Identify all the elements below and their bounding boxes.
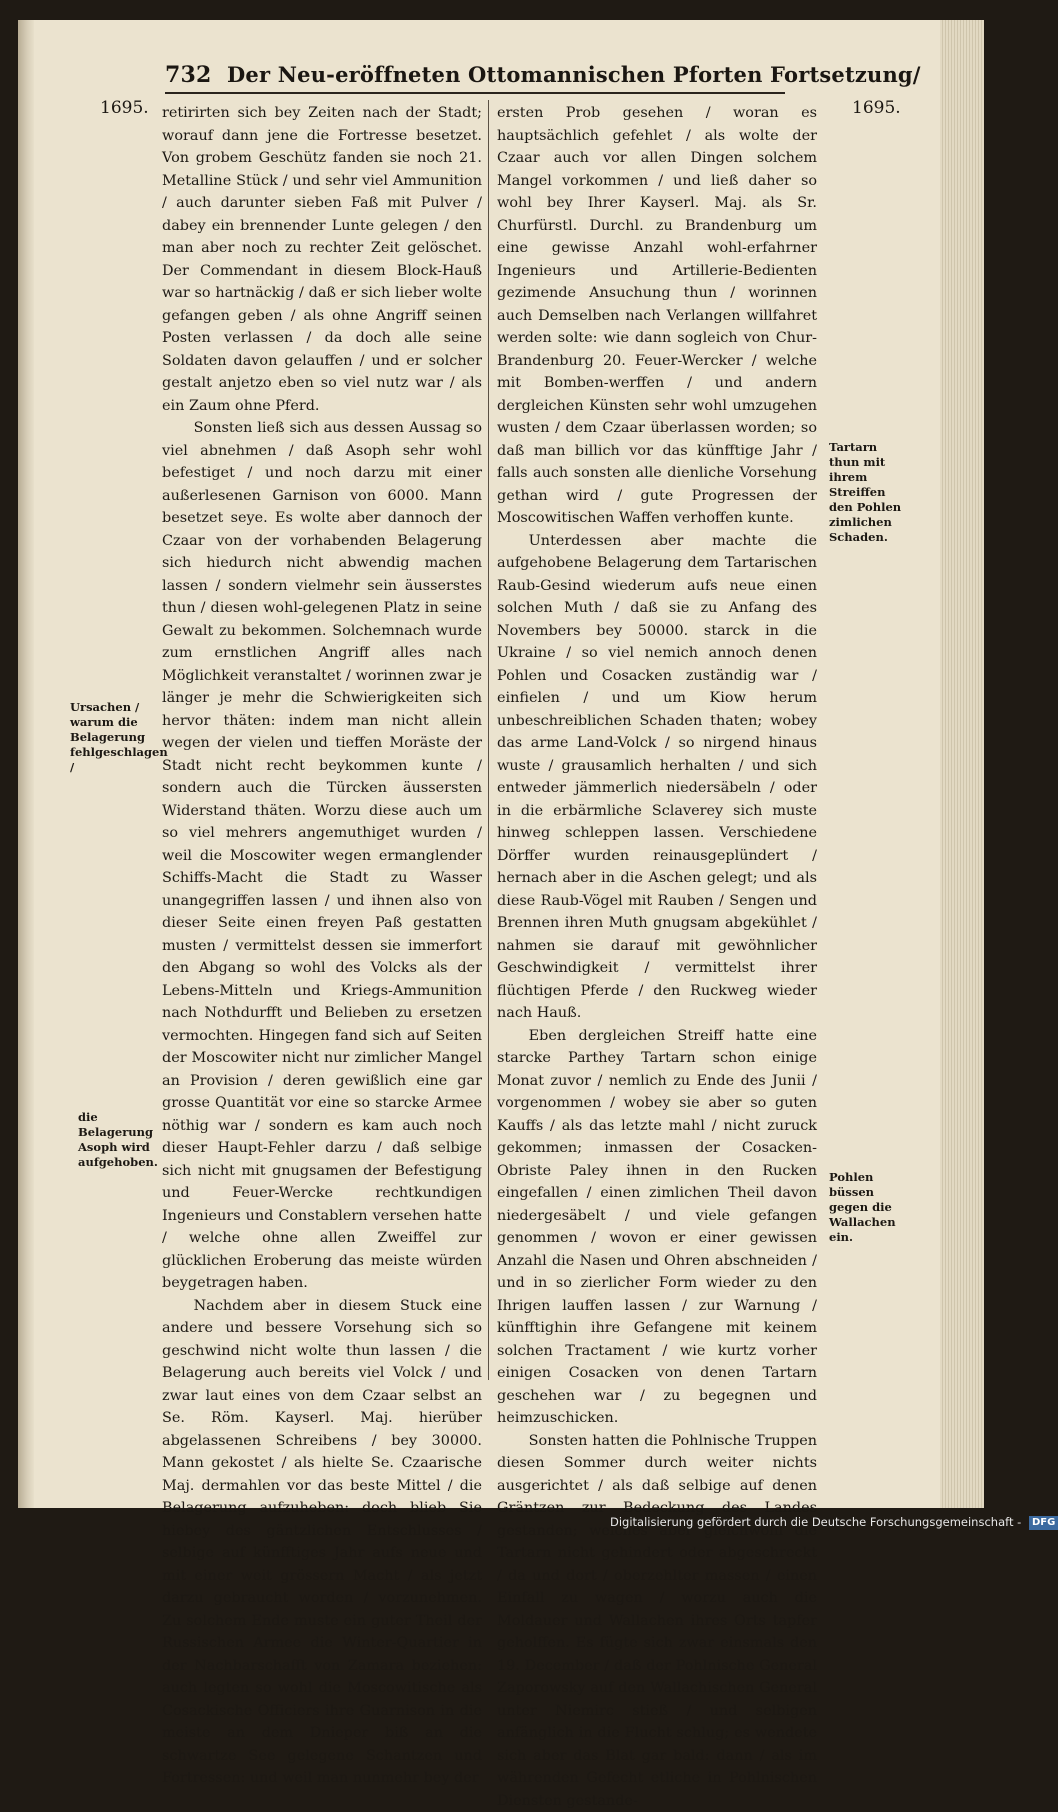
year-left: 1695.	[100, 98, 149, 118]
paragraph: Sonsten ließ sich aus dessen Aussag so viel abnehmen / daß Asoph sehr wohl befestiget / und noch darzu mit einer außerlesenen Garnison von 6000. Mann besetzet seye. Es wolte aber dannoch der Czaar von der vorhabenden Belagerung sich hiedurch nicht abwendig machen lassen / sondern vielmehr sein äusserstes thun / diesen wohl-gelegenen Platz in seine Gewalt zu bekommen. Solchemnach wurde zum ernstlichen Angriff alles nach Möglichkeit veranstaltet / worinnen zwar je länger je mehr die Schwierigkeiten sich hervor thäten: indem man nicht allein wegen der vielen und tieffen Moräste der Stadt nicht recht beykommen kunte / sondern auch die Türcken äussersten Widerstand thäten. Worzu diese auch um so viel mehrers angemuthiget wurden / weil die Moscowiter wegen ermanglender Schiffs-Macht die Stadt zu Wasser unangegriffen lassen / und ihnen also von dieser Seite einen freyen Paß gestatten musten / vermittelst dessen sie immerfort den Abgang so wohl des Volcks als der Lebens-Mitteln und Kriegs-Ammunition nach Nothdurfft und Belieben zu ersetzen vermochten. Hingegen fand sich auf Seiten der Moscowiter nicht nur zimlicher Mangel an Provision / deren gewißlich eine gar grosse Quantität vor eine so starcke Armee nöthig war / sondern es kam auch noch dieser Haupt-Fehler darzu / daß selbige sich nicht mit gnugsamen der Befestigung und Feuer-Wercke rechtkundigen Ingenieurs und Constablern versehen hatte / welche ohne allen Zweiffel zur glücklichen Eroberung das meiste würden beygetragen haben.	[162, 417, 482, 1295]
page-fore-edge	[940, 20, 984, 1508]
header-rule	[165, 92, 785, 94]
margin-note-left-1: Ursachen / warum die Belagerung fehlgeschlagen /	[70, 700, 152, 775]
page-header	[165, 58, 790, 92]
column-divider	[488, 100, 489, 1380]
margin-note-left-2: die Belagerung Asoph wird aufgehoben.	[78, 1110, 160, 1170]
paragraph: ersten Prob gesehen / woran es hauptsächlich gefehlet / als wolte der Czaar auch vor allen Dingen solchem Mangel vorkommen / und ließ daher so wohl bey Ihrer Kayserl. Maj. als Sr. Churfürstl. Durchl. zu Brandenburg um eine gewisse Anzahl wohl-erfahrner Ingenieurs und Artillerie-Bedienten gezimende Ansuchung thun / worinnen auch Demselben nach Verlangen willfahret werden solte: wie dann sogleich von Chur-Brandenburg 20. Feuer-Wercker / welche mit Bomben-werffen / und andern dergleichen Künsten sehr wohl umzugehen wusten / dem Czaar überlassen worden; so daß man billich vor das künfftige Jahr / falls auch sonsten alle dienliche Vorsehung gethan wird / gute Progressen der Moscowitischen Waffen verhoffen kunte.	[497, 102, 817, 530]
footer-credit: Digitalisierung gefördert durch die Deutsche Forschungsgemeinschaft -	[610, 1515, 1021, 1529]
margin-note-right-1: Tartarn thun mit ihrem Streiffen den Pohlen zimlichen Schaden.	[829, 440, 911, 545]
left-column	[162, 102, 482, 1790]
margin-note-right-2: Pohlen büssen gegen die Wallachen ein.	[829, 1170, 911, 1245]
paragraph: Unterdessen aber machte die aufgehobene Belagerung dem Tartarischen Raub-Gesind wiederum aufs neue einen solchen Muth / daß sie zu Anfang des Novembers bey 50000. starck in die Ukraine / so viel nemich annoch denen Pohlen und Cosacken zuständig war / einfielen / und um Kiow herum unbeschreiblichen Schaden thaten; wobey das arme Land-Volck / so nirgend hinaus wuste / grausamlich herhalten / und sich entweder jämmerlich niedersäbeln / oder in die erbärmliche Sclaverey sich muste hinweg schleppen lassen. Verschiedene Dörffer wurden reinausgeplündert / hernach aber in die Aschen gelegt; und als diese Raub-Vögel mit Rauben / Sengen und Brennen ihren Muth gnugsam abgekühlet / nahmen sie darauf mit gewöhnlicher Geschwindigkeit / vermittelst ihrer flüchtigen Pferde / den Ruckweg wieder nach Hauß.	[497, 530, 817, 1025]
right-column	[497, 102, 817, 1812]
year-right: 1695.	[852, 98, 901, 118]
digitization-footer	[610, 1515, 1000, 1535]
paragraph: Eben dergleichen Streiff hatte eine starcke Parthey Tartarn schon einige Monat zuvor / nemlich zu Ende des Junii / vorgenommen / wobey sie aber so guten Kauffs / als das letzte mahl / nicht zuruck gekommen; inmassen der Cosacken-Obriste Paley ihnen in den Rucken eingefallen / einen zimlichen Theil davon niedergesäbelt / und viele gefangen genommen / wovon er einer gewissen Anzahl die Nasen und Ohren abschneiden / und in so zierlicher Form wieder zu den Ihrigen lauffen lassen / zur Warnung / künfftighin ihre Gefangene mit keinem solchen Tractament / wie kurtz vorher einigen Cosacken von denen Tartarn geschehen war / zu begegnen und heimzuschicken.	[497, 1025, 817, 1430]
page-number: 732	[165, 62, 212, 88]
paragraph: retirirten sich bey Zeiten nach der Stadt; worauf dann jene die Fortresse besetzet. Von grobem Geschütz fanden sie noch 21. Metalline Stück / und sehr viel Ammunition / auch darunter sieben Faß mit Pulver / dabey ein brennender Lunte gelegen / den man aber noch zu rechter Zeit gelöschet. Der Commendant in diesem Block-Hauß war so hartnäckig / daß er sich lieber wolte gefangen geben / als ohne Angriff seinen Posten verlassen / da doch alle seine Soldaten davon gelauffen / und er solcher gestalt anjetzo eben so viel nutz war / als ein Zaum ohne Pferd.	[162, 102, 482, 417]
paragraph: Nachdem aber in diesem Stuck eine andere und bessere Vorsehung sich so geschwind nicht wolte thun lassen / die Belagerung auch bereits viel Volck / und zwar laut eines von dem Czaar selbst an Se. Röm. Kayserl. Maj. hierüber abgelassenen Schreibens / bey 30000. Mann gekostet / als hielte Se. Czaarische Maj. dermahlen vor das beste Mittel / die Belagerung aufzuheben: doch blieb Sie hiebey des gäntzlichen Entschlusses / selbige auf künfftiges Jahr aufs neue und mit einer weit grössern Macht / als jetzt darzu gebraucht worden / vorzunehmen. Zu solchem Ende muste ein guter Theil der Russischen Armee die Winter-Quartier in der Nachbarschafft von Zamara beziehen: auch legten so wohl die Moscowitische als Cosackische Officiers ihre Guarnison in die meiste an dem Dnieper biß an die schwartze See gelegene Schantzen und Fortressen: und weil man nunmehr bey der	[162, 1295, 482, 1790]
running-title: Der Neu-eröffneten Ottomannischen Pforten Fortsetzung/	[227, 62, 921, 87]
page-gutter	[18, 20, 34, 1508]
dfg-logo: DFG	[1029, 1516, 1058, 1530]
paragraph: Sonsten hatten die Pohlnische Truppen diesen Sommer durch weiter nichts ausgerichtet / als daß selbige auf denen Gräntzen zur Bedeckung des Landes gestanden; welches aber gleichwohl die Tartarn nicht gehindert oder abgeschreckt / da und dort / oberzehlter massen / einen Einfall zu wagen / worzu auch die Moldauer und Wallachen ihres Orts tapfer geholffen. Es fügte sich zwar einsmals den 19. December / daß der Pohlnische General Zaporowsky auf den Wallachischen General unter Niemirc stieß / und selbigen anfänglich in die Flucht schlug; es wendete sich aber das Blat gar bald: dann / als im währenden Gefecht etliche in Pohlnischen Diensten gestande-	[497, 1430, 817, 1812]
